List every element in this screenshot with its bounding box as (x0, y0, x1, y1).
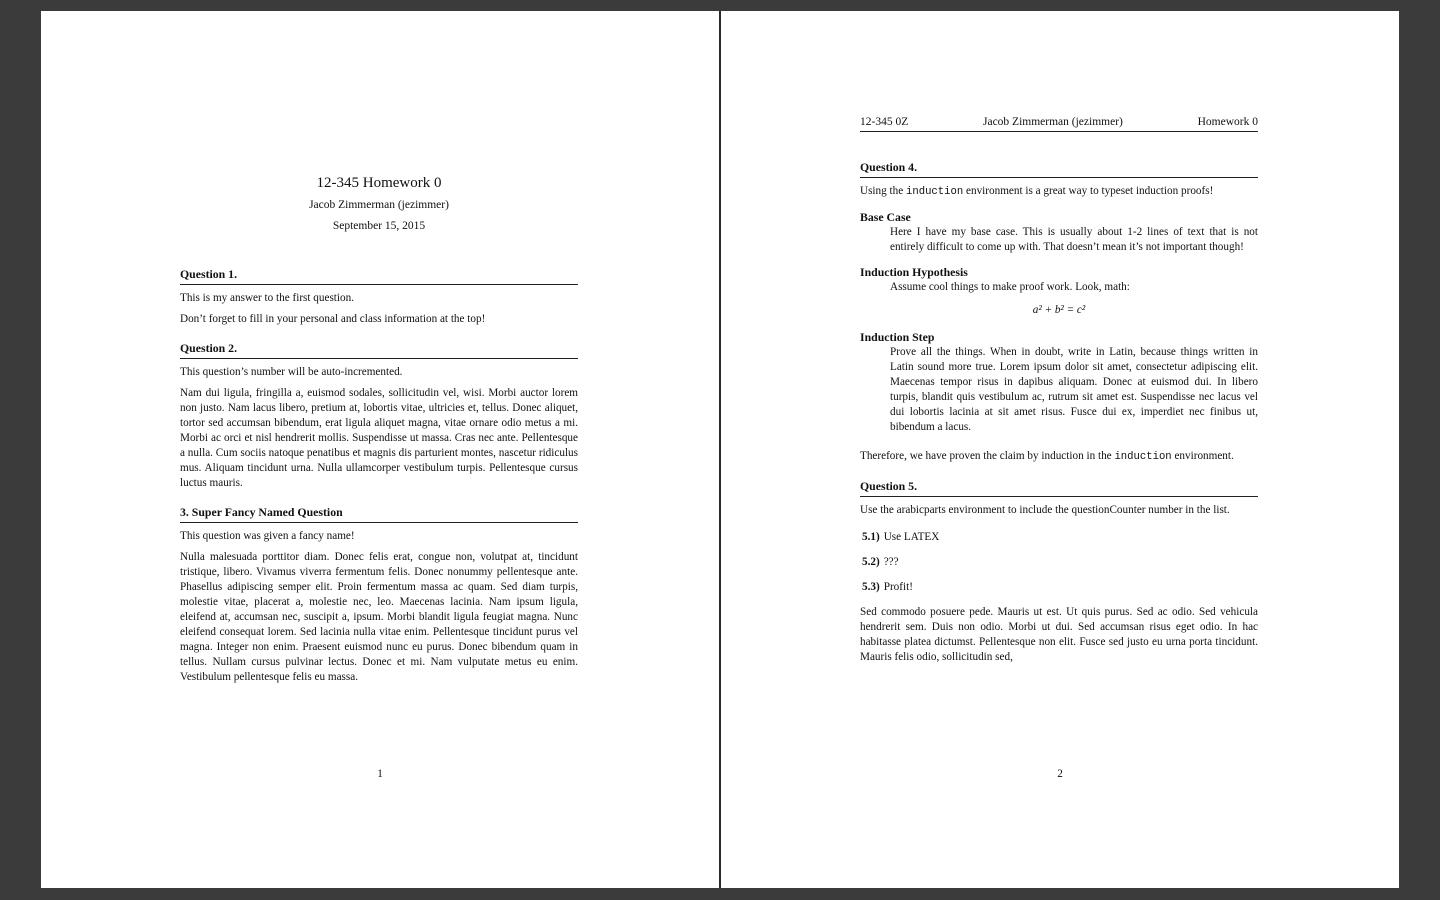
title-block (180, 171, 578, 237)
page-1-content (180, 171, 578, 691)
question-2-paragraph: This question’s number will be auto-incremented. (180, 366, 403, 378)
question-2-paragraph: Nam dui ligula, fringilla a, euismod sodales, sollicitudin vel, wisi. Morbi auctor lorem non justo. Nam lacus libero, pretium at, lobortis vitae, ultricies et, tellus. Donec aliquet, tortor sed accumsan bibendum, erat ligula aliquet magna, vitae ornare odio metus a mi. Morbi ac orci et nisl hendrerit mollis. Suspendisse ut massa. Cras nec ante. Pellentesque a nulla. Cum sociis natoque penatibus et magnis dis parturient montes, nascetur ridiculus mus. Aliquam tincidunt urna. Nulla ullamcorper vestibulum turpis. Pellentesque cursus luctus mauris. (180, 387, 578, 489)
page-number: 1 (377, 768, 383, 780)
question-2-heading: Question 2. (180, 341, 578, 359)
question-4-intro: Using the induction environment is a great way to typeset induction proofs! (860, 185, 1214, 198)
code-text: induction (906, 186, 964, 198)
running-header (860, 115, 1258, 132)
list-item: 5.1) Use LATEX (862, 531, 940, 543)
induction-hypothesis-body: Assume cool things to make proof work. Look, math: (890, 281, 1130, 293)
question-1-heading: Question 1. (180, 267, 578, 285)
question-5-heading: Question 5. (860, 479, 1258, 497)
question-3-paragraph: Nulla malesuada porttitor diam. Donec felis erat, congue non, volutpat at, tincidunt tristique, libero. Vivamus viverra fermentum felis. Donec nonummy pellentesque ante. Phasellus adipiscing semper elit. Proin fermentum massa ac quam. Sed diam turpis, molestie vitae, placerat a, molestie nec, leo. Maecenas lacinia. Nam ipsum ligula, eleifend at, accumsan nec, suscipit a, ipsum. Morbi blandit ligula feugiat magna. Nunc eleifend consequat lorem. Sed lacinia nulla vitae enim. Pellentesque tincidunt purus vel magna. Integer non enim. Praesent euismod nunc eu purus. Donec bibendum quam in tellus. Nullam cursus pulvinar lectus. Donec et mi. Nam vulputate metus eu enim. Vestibulum pellentesque felis eu massa. (180, 551, 578, 683)
list-item: 5.2) ??? (862, 556, 899, 568)
question-1-paragraph: This is my answer to the first question. (180, 292, 355, 304)
document-author: Jacob Zimmerman (jezimmer) (309, 199, 449, 211)
conclusion-paragraph: Therefore, we have proven the claim by induction in the induction environment. (860, 450, 1234, 463)
base-case-heading: Base Case (860, 210, 911, 224)
page-2-content (860, 115, 1258, 671)
base-case-body: Here I have my base case. This is usually about 1-2 lines of text that is not entirely difficult to come up with. That doesn’t mean it’s not important though! (890, 226, 1258, 253)
header-course: 12-345 0Z (860, 116, 909, 128)
list-item: 5.3) Profit! (862, 581, 913, 593)
induction-hypothesis-heading: Induction Hypothesis (860, 265, 968, 279)
page-1 (41, 11, 719, 888)
question-4-heading: Question 4. (860, 160, 1258, 178)
parts-list (860, 530, 1258, 595)
page-2 (721, 11, 1399, 888)
header-assignment: Homework 0 (1197, 116, 1258, 128)
question-5-intro: Use the arabicparts environment to include the questionCounter number in the list. (860, 504, 1230, 516)
question-1-paragraph: Don’t forget to fill in your personal and class information at the top! (180, 313, 486, 325)
document-title: 12-345 Homework 0 (316, 175, 442, 191)
code-text: induction (1114, 451, 1172, 463)
question-3-heading: 3. Super Fancy Named Question (180, 505, 578, 523)
document-date: September 15, 2015 (332, 220, 426, 232)
induction-step-body: Prove all the things. When in doubt, write in Latin, because things written in Latin sound more true. Lorem ipsum dolor sit amet, consectetur adipiscing elit. Maecenas tempor risus in dapibus aliquam. Donec at euismod dui. In libero turpis, blandit quis vestibulum ac, rutrum sit amet est. Suspendisse nec lacus vel dui lobortis lacinia at sit amet risus. Fusce dui ex, imperdiet nec finibus ut, bibendum a lacus. (890, 346, 1258, 433)
induction-step-heading: Induction Step (860, 330, 935, 344)
question-3-paragraph: This question was given a fancy name! (180, 530, 355, 542)
math-equation: a² + b² = c² (1032, 304, 1086, 316)
question-5-paragraph: Sed commodo posuere pede. Mauris ut est. Ut quis purus. Sed ac odio. Sed vehicula hendrerit sem. Duis non odio. Morbi ut dui. Sed accumsan risus eget odio. In hac habitasse platea dictumst. Pellentesque non elit. Fusce sed justo eu urna porta tincidunt. Mauris felis odio, sollicitudin sed, (860, 606, 1258, 663)
page-number: 2 (1057, 768, 1063, 780)
header-author: Jacob Zimmerman (jezimmer) (983, 116, 1123, 128)
